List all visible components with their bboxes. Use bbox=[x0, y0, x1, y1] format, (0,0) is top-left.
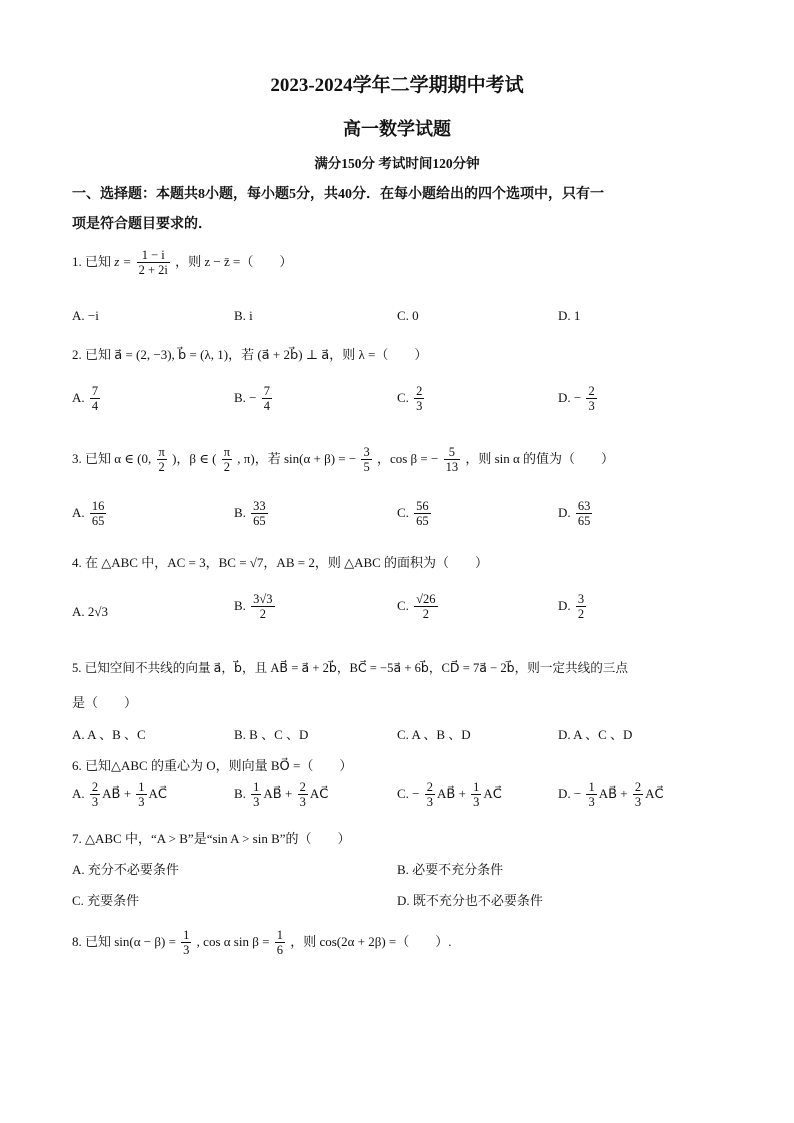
question-3: 3. 已知 α ∈ (0, $\frac{\pi}{2}$ )，β ∈ ( $\frac{\pi}{2}$ , π)，若 sin(α + β) = − $\frac{3}{5}$ ，cos β = − $\frac{5}{13}$ ，则 sin α 的值为（ ） bbox=[72, 445, 615, 475]
q1-option-d: D. 1 bbox=[558, 308, 581, 323]
q4-option-a: A. 2√3 bbox=[72, 604, 109, 619]
question-7: 7. △ABC 中，“A > B”是“sin A > sin B”的（ ） bbox=[72, 831, 351, 846]
q2-option-b: B. − $\frac{7}{4}$ bbox=[234, 384, 271, 414]
q4-option-c: C. $\frac{√26}{2}$ bbox=[397, 592, 436, 622]
q7-option-a: A. 充分不必要条件 bbox=[72, 862, 179, 877]
q1-z: z = bbox=[114, 253, 132, 269]
question-4: 4. 在 △ABC 中，AC = 3，BC = √7，AB = 2，则 △ABC 的面积为（ ） bbox=[72, 555, 489, 570]
q7-option-c: C. 充要条件 bbox=[72, 893, 140, 908]
q3-option-c: C. $\frac{56}{65}$ bbox=[397, 499, 429, 529]
q2-option-a: A. $\frac{7}{4}$ bbox=[72, 384, 99, 414]
q1-option-c: C. 0 bbox=[397, 308, 419, 323]
q4-option-d: D. $\frac{3}{2}$ bbox=[558, 592, 585, 622]
question-1 bbox=[72, 248, 292, 278]
q6-option-b: B. $\frac{1}{3}$ AB⃗ + $\frac{2}{3}$ AC⃗ bbox=[234, 780, 329, 810]
question-5-line1: 5. 已知空间不共线的向量 a⃗，b⃗，且 AB⃗ = a⃗ + 2b⃗，BC⃗ = −5a⃗ + 6b⃗，CD⃗ = 7a⃗ − 2b⃗，则一定共线的三点 bbox=[72, 661, 628, 675]
question-8: 8. 已知 sin(α − β) = $\frac{1}{3}$ , cos α sin β = $\frac{1}{6}$ ，则 cos(2α + 2β) =（ ）. bbox=[72, 928, 452, 958]
q1-fraction: $\frac{1 - i}{2 + 2i}$ bbox=[138, 248, 168, 278]
q7-option-b: B. 必要不充分条件 bbox=[397, 862, 504, 877]
q1-tail: ，则 z − z̄ =（ ） bbox=[175, 253, 293, 269]
q1-option-a: A. −i bbox=[72, 308, 99, 323]
q6-option-d: D. − $\frac{1}{3}$ AB⃗ + $\frac{2}{3}$ AC⃗ bbox=[558, 780, 664, 810]
q3-option-d: D. $\frac{63}{65}$ bbox=[558, 499, 591, 529]
q5-option-d: D. A 、C 、D bbox=[558, 727, 633, 742]
exam-meta: 满分150分 考试时间120分钟 bbox=[314, 156, 480, 171]
section-heading-line2: 项是符合题目要求的． bbox=[72, 217, 212, 232]
q2-option-d: D. − $\frac{2}{3}$ bbox=[558, 384, 595, 414]
q1-lead: 1. 已知 bbox=[72, 253, 112, 269]
q4-option-b: B. $\frac{3√3}{2}$ bbox=[234, 592, 273, 622]
q5-option-a: A. A 、B 、C bbox=[72, 727, 146, 742]
q2-option-c: C. $\frac{2}{3}$ bbox=[397, 384, 423, 414]
q6-option-c: C. − $\frac{2}{3}$ AB⃗ + $\frac{1}{3}$ AC⃗ bbox=[397, 780, 502, 810]
question-6: 6. 已知△ABC 的重心为 O，则向量 BO⃗ =（ ） bbox=[72, 758, 353, 773]
q3-option-a: A. $\frac{16}{65}$ bbox=[72, 499, 105, 529]
q1-option-b: B. i bbox=[234, 308, 253, 323]
exam-title: 2023-2024学年二学期期中考试 bbox=[270, 75, 524, 96]
section-heading-line1: 一、选择题：本题共8小题，每小题5分，共40分．在每小题给出的四个选项中，只有一 bbox=[72, 187, 604, 202]
question-5-line2: 是（ ） bbox=[72, 695, 138, 710]
q5-option-b: B. B 、C 、D bbox=[234, 727, 309, 742]
q3-option-b: B. $\frac{33}{65}$ bbox=[234, 499, 266, 529]
question-2: 2. 已知 a⃗ = (2, −3), b⃗ = (λ, 1)，若 (a⃗ + 2b⃗) ⊥ a⃗，则 λ =（ ） bbox=[72, 347, 428, 362]
q5-option-c: C. A 、B 、D bbox=[397, 727, 471, 742]
exam-subtitle: 高一数学试题 bbox=[343, 119, 451, 139]
q6-option-a: A. $\frac{2}{3}$ AB⃗ + $\frac{1}{3}$ AC⃗ bbox=[72, 780, 167, 810]
q7-option-d: D. 既不充分也不必要条件 bbox=[397, 893, 543, 908]
